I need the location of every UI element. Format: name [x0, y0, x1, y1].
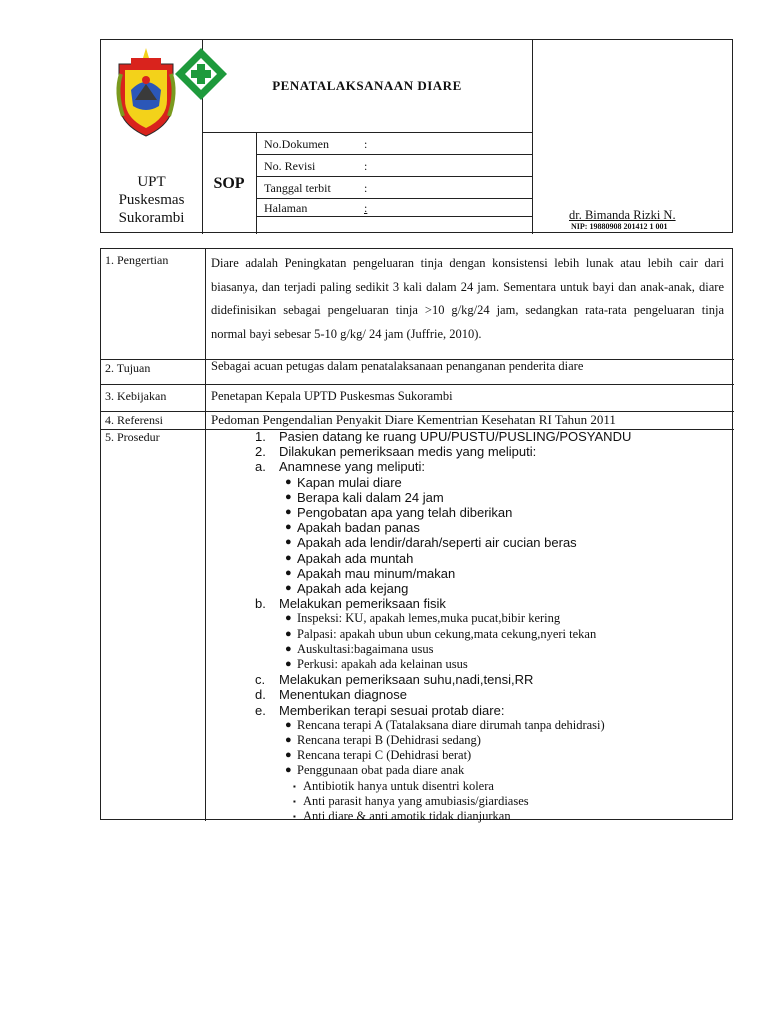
- procedure-step-text: Anti diare & anti amotik tidak dianjurkan: [303, 809, 511, 823]
- procedure-step-text: Apakah badan panas: [297, 520, 420, 536]
- sop-content-table: [100, 248, 733, 823]
- bullet-icon: ●: [285, 536, 292, 549]
- section-text-referensi: Pedoman Pengendalian Penyakit Diare Kementrian Kesehatan RI Tahun 2011: [211, 412, 616, 427]
- procedure-step-text: Dilakukan pemeriksaan medis yang meliputi:: [279, 444, 537, 460]
- procedure-step-text: Perkusi: apakah ada kelainan usus: [297, 657, 468, 671]
- bullet-icon: ▪: [293, 812, 296, 821]
- meta-label-no-dokumen: No.Dokumen: [264, 137, 329, 151]
- procedure-step-text: Berapa kali dalam 24 jam: [297, 489, 444, 505]
- bullet-icon: ●: [285, 734, 292, 746]
- procedure-step-text: Rencana terapi C (Dehidrasi berat): [297, 748, 472, 763]
- bullet-icon: ●: [285, 582, 292, 594]
- procedure-step-text: Palpasi: apakah ubun ubun cekung,mata cekung,nyeri tekan: [297, 626, 597, 641]
- bullet-icon: ●: [285, 566, 292, 579]
- bullet-icon: ●: [285, 627, 292, 640]
- meta-colon: :: [364, 137, 368, 151]
- procedure-step-text: Melakukan pemeriksaan fisik: [279, 596, 446, 612]
- meta-label-no-revisi: No. Revisi: [264, 159, 316, 173]
- bullet-icon: ●: [285, 475, 292, 488]
- section-text-pengertian: Diare adalah Peningkatan pengeluaran tinja dengan konsistensi lebih lunak atau lebih cair dari biasanya, dan terjadi paling sedikit 3 kali dalam 24 jam. Sementara untuk bayi dan anak-anak, diare didefinisikan sebagai pengeluaran tinja >10 g/kg/24 jam, sedangkan rata-rata pengeluaran tinja normal bayi sebesar 5-10 g/kg/ 24 jam (Juffrie, 2010).: [211, 256, 724, 341]
- bullet-icon: ●: [285, 749, 292, 762]
- logo-area: [101, 40, 202, 180]
- procedure-step-text: Rencana terapi A (Tatalaksana diare dirumah tanpa dehidrasi): [297, 717, 605, 732]
- header-divider-sign: [532, 40, 533, 234]
- document-title: PENATALAKSANAAN DIARE: [272, 78, 462, 93]
- signer-nip: NIP: 19880908 201412 1 001: [571, 222, 668, 231]
- org-line: Puskesmas: [118, 192, 185, 208]
- bullet-icon: ▪: [293, 781, 296, 791]
- procedure-step-text: Menentukan diagnose: [279, 687, 407, 703]
- procedure-step-text: Memberikan terapi sesuai protab diare:: [279, 702, 505, 718]
- step-marker: 2.: [255, 444, 266, 460]
- step-marker: 1.: [255, 429, 266, 444]
- meta-colon: :: [364, 201, 368, 215]
- meta-row-divider: [256, 176, 532, 177]
- procedure-step-text: Inspeksi: KU, apakah lemes,muka pucat,bibir kering: [297, 611, 561, 626]
- bullet-icon: ●: [285, 551, 292, 564]
- step-marker: e.: [255, 702, 266, 718]
- table-row-divider: [101, 384, 734, 385]
- org-line: UPT: [137, 174, 166, 190]
- meta-colon: :: [364, 181, 368, 195]
- step-marker: c.: [255, 672, 266, 688]
- section-text-kebijakan: Penetapan Kepala UPTD Puskesmas Sukorambi: [211, 389, 453, 403]
- section-label-referensi: 4. Referensi: [105, 413, 163, 427]
- procedure-step-text: Rencana terapi B (Dehidrasi sedang): [297, 733, 481, 747]
- meta-row-divider: [256, 154, 532, 155]
- header-divider-sop: [256, 132, 257, 234]
- procedure-step-text: Anamnese yang meliputi:: [279, 459, 425, 475]
- sop-header: [100, 39, 733, 233]
- header-divider-title: [202, 132, 532, 133]
- bullet-icon: ●: [285, 764, 292, 777]
- bullet-icon: ●: [285, 718, 292, 731]
- step-marker: a.: [255, 459, 266, 475]
- procedure-step-text: Anti parasit hanya yang amubiasis/giardiases: [303, 793, 529, 808]
- bullet-icon: ●: [285, 642, 292, 655]
- step-marker: d.: [255, 687, 266, 703]
- procedure-step-text: Pasien datang ke ruang UPU/PUSTU/PUSLING/POSYANDU: [279, 429, 632, 444]
- bullet-icon: ●: [285, 490, 292, 503]
- procedure-step-text: Kapan mulai diare: [297, 474, 402, 490]
- procedure-step-text: Auskultasi:bagaimana usus: [297, 641, 434, 656]
- sop-label: SOP: [213, 175, 245, 192]
- puskesmas-logo-icon: [171, 44, 231, 104]
- procedure-step-text: Penggunaan obat pada diare anak: [297, 763, 465, 778]
- procedure-step-text: Apakah mau minum/makan: [297, 565, 456, 581]
- procedure-step-text: Apakah ada lendir/darah/seperti air cucian beras: [297, 535, 577, 551]
- bullet-icon: ●: [285, 612, 292, 625]
- section-label-kebijakan: 3. Kebijakan: [105, 389, 167, 403]
- section-text-tujuan: Sebagai acuan petugas dalam penatalaksanaan penanganan penderita diare: [211, 359, 584, 373]
- meta-row-divider: [256, 198, 532, 199]
- procedure-step-text: Melakukan pemeriksaan suhu,nadi,tensi,RR: [279, 672, 534, 688]
- bullet-icon: ●: [285, 521, 292, 534]
- section-label-prosedur: 5. Prosedur: [105, 430, 160, 444]
- procedure-step-text: Apakah ada muntah: [297, 550, 414, 566]
- bullet-icon: ▪: [293, 796, 296, 806]
- meta-label-tanggal-terbit: Tanggal terbit: [264, 181, 331, 195]
- meta-colon: :: [364, 159, 368, 173]
- section-label-tujuan: 2. Tujuan: [105, 361, 151, 375]
- table-column-divider: [205, 249, 206, 821]
- bullet-icon: ●: [285, 506, 292, 518]
- org-name: [101, 173, 202, 227]
- section-label-pengertian: 1. Pengertian: [105, 253, 169, 267]
- meta-row-divider: [256, 216, 532, 217]
- procedure-step-text: Antibiotik hanya untuk disentri kolera: [303, 778, 494, 793]
- procedure-step-text: Pengobatan apa yang telah diberikan: [297, 505, 513, 520]
- bullet-icon: ●: [285, 658, 292, 670]
- step-marker: b.: [255, 596, 266, 612]
- procedure-step-text: Apakah ada kejang: [297, 581, 409, 596]
- meta-label-halaman: Halaman: [264, 201, 308, 215]
- org-line: Sukorambi: [118, 210, 185, 226]
- signer-name: dr. Bimanda Rizki N.: [569, 208, 676, 222]
